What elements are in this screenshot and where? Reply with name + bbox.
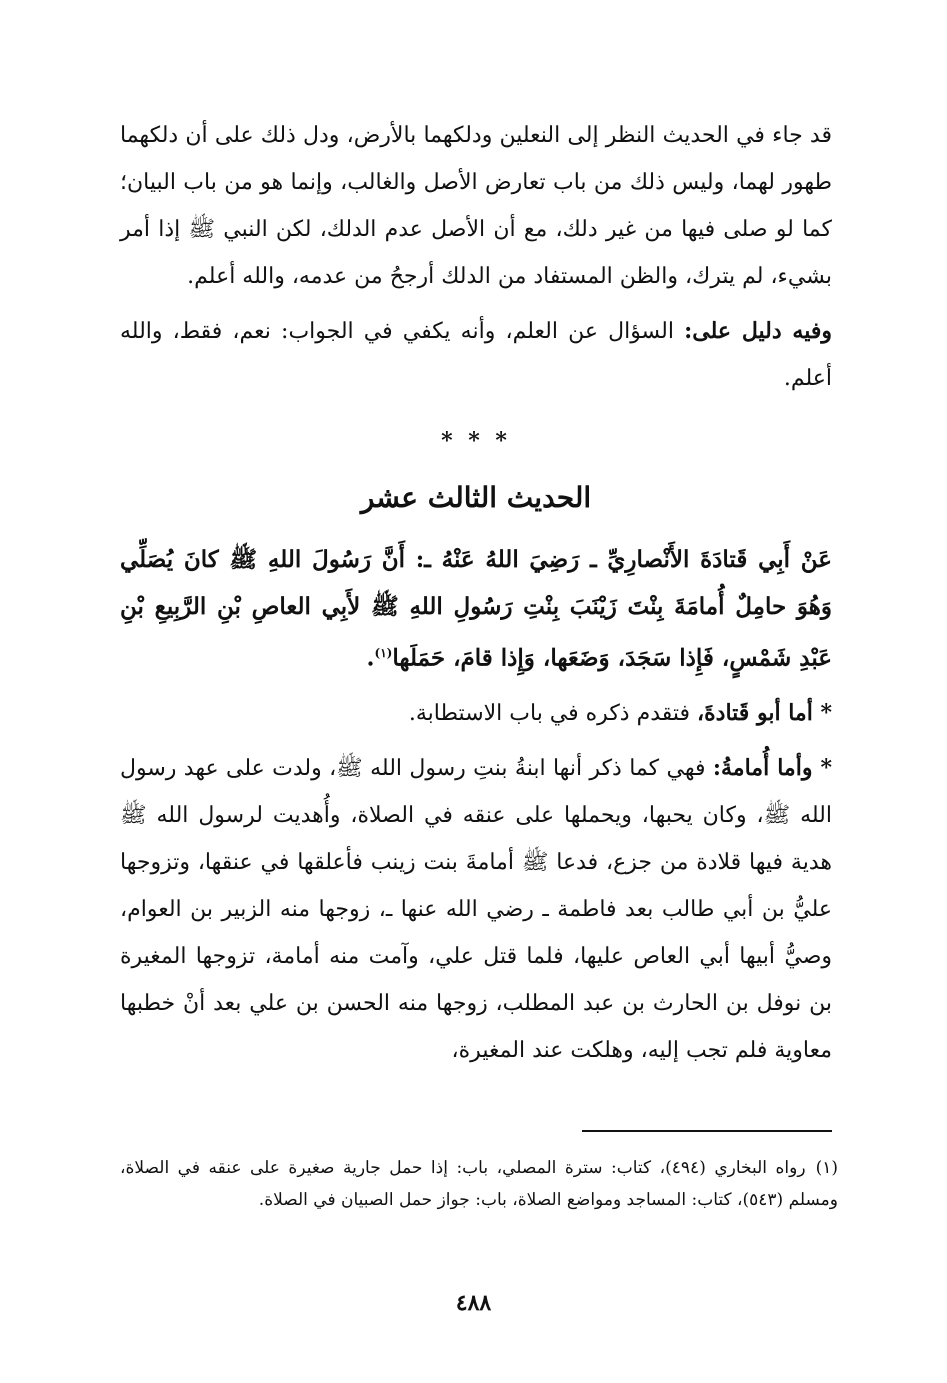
paragraph-umama [120, 745, 832, 1074]
paragraph-dalk: قد جاء في الحديث النظر إلى النعلين ودلكهما بالأرض، ودل ذلك على أن دلكهما طهور لهما، وليس ذلك من باب تعارض الأصل والغالب، وإنما هو من باب البيان؛ كما لو صلى فيها من غير دلك، مع أن الأصل عدم الدلك، لكن النبي ﷺ إذا أمر بشيء، لم يترك، والظن المستفاد من الدلك أرجحُ من عدمه، والله أعلم. [120, 123, 833, 289]
paragraph-evidence-lead: وفيه دليل على: [684, 318, 832, 344]
paragraph-abu-qatada [120, 690, 832, 737]
footnote-item [120, 1152, 838, 1216]
footnote-number: (١) [815, 1158, 838, 1178]
paragraph-abu-qatada-text: فتقدم ذكره في باب الاستطابة. [408, 700, 698, 726]
footnote-ref[interactable]: (١) [374, 646, 393, 660]
page-number: ٤٨٨ [455, 1290, 492, 1316]
section-separator: * * * [441, 428, 511, 454]
footnote-divider [582, 1130, 832, 1132]
footnote-text: رواه البخاري (٤٩٤)، كتاب: سترة المصلي، باب: إذا حمل جارية صغيرة على عنقه في الصلاة، ومسلم (٥٤٣)، كتاب: المساجد ومواضع الصلاة، باب: جواز حمل الصبيان في الصلاة. [120, 1158, 838, 1210]
hadith-text [120, 536, 832, 682]
hadith-body: عَنْ أَبِي قَتادَةَ الأَنْصارِيِّ ـ رَضِيَ اللهُ عَنْهُ ـ: أَنَّ رَسُولَ اللهِ ﷺ كانَ يُصَلِّي وَهُوَ حامِلٌ أُمامَةَ بِنْتَ زَيْنَبَ بِنْتِ رَسُولِ اللهِ ﷺ لأَبِي العاصِ بْنِ الرَّبِيعِ بْنِ عَبْدِ شَمْسٍ، فَإِذا سَجَدَ، وَضَعَها، وَإِذا قامَ، حَمَلَها [120, 546, 832, 672]
page-body [120, 112, 832, 1074]
footnotes [120, 1152, 838, 1216]
hadith-end: . [366, 644, 375, 672]
paragraph-abu-qatada-lead: * أما أبو قَتادةَ، [697, 699, 832, 726]
paragraph-umama-lead: * وأما أُمامةُ: [712, 754, 832, 781]
paragraph-umama-text: فهي كما ذكر أنها ابنةُ بنتِ رسول الله ﷺ، ولدت على عهد رسول الله ﷺ، وكان يحبها، ويحملها على عنقه في الصلاة، وأُهديت لرسول الله ﷺ هدية فيها قلادة من جزع، فدعا ﷺ أمامةَ بنت زينب فأعلقها في عنقها، وتزوجها عليُّ بن أبي طالب بعد فاطمة ـ رضي الله عنها ـ، زوجها منه الزبير بن العوام، وصيُّ أبيها أبي العاص عليها، فلما قتل علي، وآمت منه أمامة، تزوجها المغيرة بن نوفل بن الحارث بن عبد المطلب، زوجها منه الحسن بن علي بعد أنْ خطبها معاوية فلم تجب إليه، وهلكت عند المغيرة، [120, 755, 832, 1063]
hadith-heading: الحديث الثالث عشر [360, 481, 592, 514]
paragraph-evidence [120, 308, 832, 402]
paragraph-evidence-text: السؤال عن العلم، وأنه يكفي في الجواب: نعم، فقط، والله أعلم. [120, 319, 832, 391]
